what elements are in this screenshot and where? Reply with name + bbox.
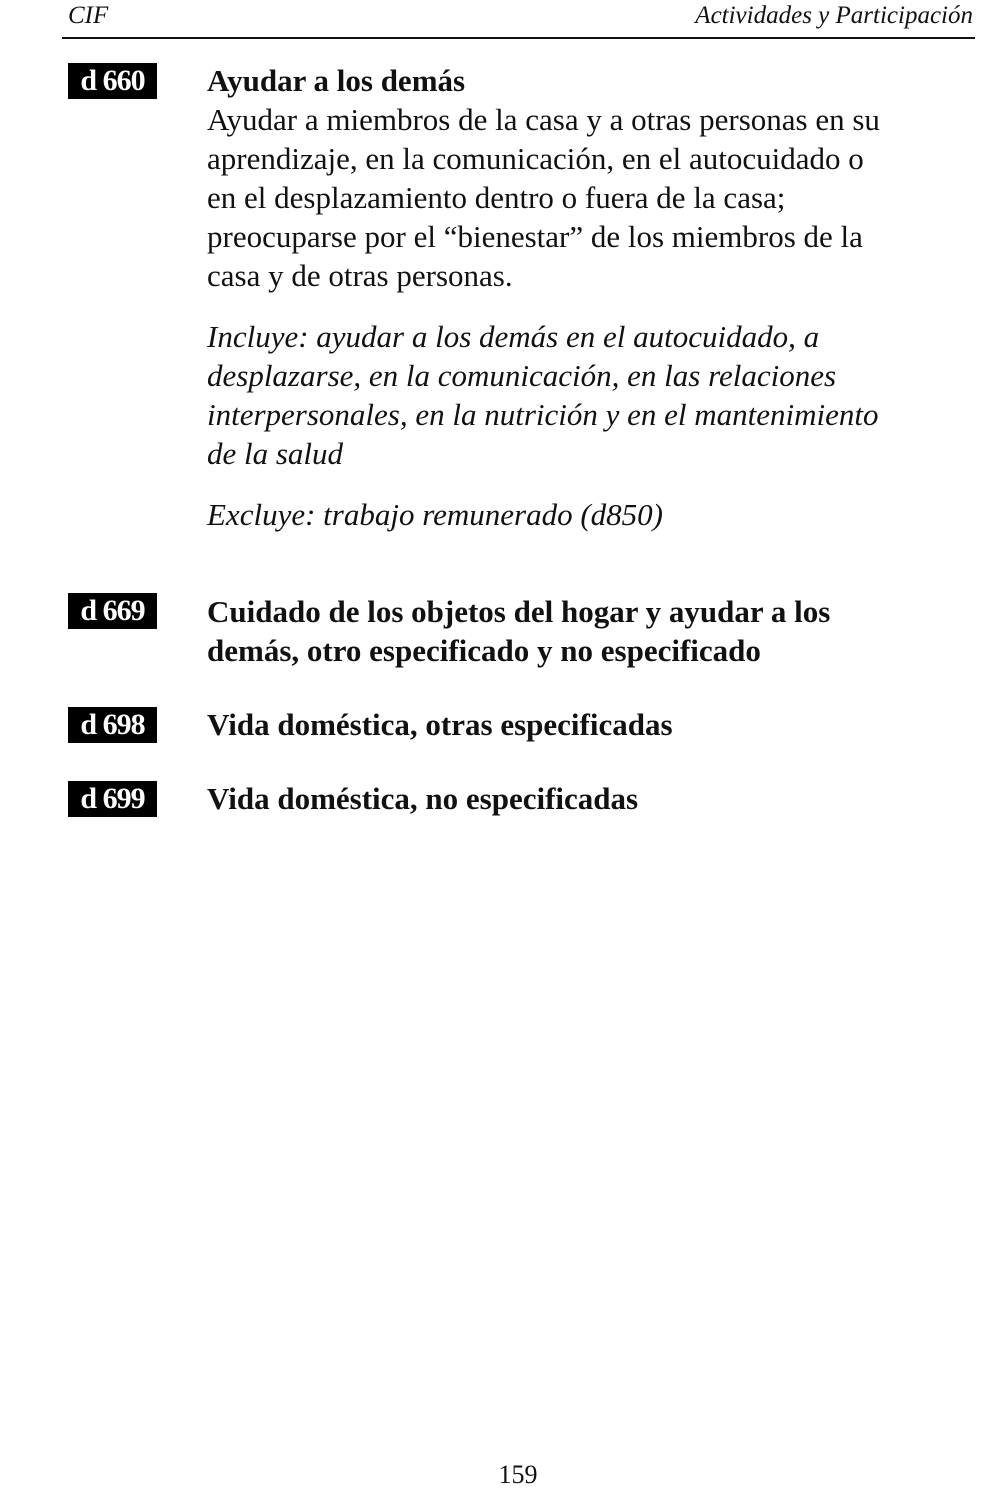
description-line: Ayudar a miembros de la casa y a otras personas en su: [207, 102, 880, 137]
entry-title: Vida doméstica, otras especificadas: [207, 707, 673, 742]
description-line: casa y de otras personas.: [207, 258, 513, 293]
entry-d698: [207, 705, 987, 744]
excludes-line: Excluye: trabajo remunerado (d850): [207, 497, 663, 532]
description-line: aprendizaje, en la comunicación, en el autocuidado o: [207, 141, 864, 176]
includes-line: desplazarse, en la comunicación, en las relaciones: [207, 358, 837, 393]
entry-d669: [207, 592, 987, 670]
code-badge-d669: d 669: [68, 593, 157, 629]
page-number: 159: [498, 1460, 538, 1489]
entry-title: demás, otro especificado y no especificado: [207, 633, 761, 668]
includes-line: interpersonales, en la nutrición y en el mantenimiento: [207, 397, 879, 432]
includes-line: de la salud: [207, 436, 344, 471]
description-line: preocuparse por el “bienestar” de los miembros de la: [207, 219, 863, 254]
running-header-left: CIF: [68, 2, 109, 29]
header-rule: [62, 37, 975, 39]
includes-line: Incluye: ayudar a los demás en el autocuidado, a: [207, 319, 820, 354]
code-badge-d699: d 699: [68, 781, 157, 817]
code-badge-d698: d 698: [68, 707, 157, 743]
entry-d699: [207, 779, 987, 818]
entry-d660: [207, 61, 987, 534]
entry-title: Cuidado de los objetos del hogar y ayudar a los: [207, 594, 831, 629]
description-line: en el desplazamiento dentro o fuera de la casa;: [207, 180, 786, 215]
code-badge-d660: d 660: [68, 63, 157, 99]
entry-title: Vida doméstica, no especificadas: [207, 781, 639, 816]
running-header-right: Actividades y Participación: [695, 2, 973, 29]
entry-title: Ayudar a los demás: [207, 63, 466, 98]
